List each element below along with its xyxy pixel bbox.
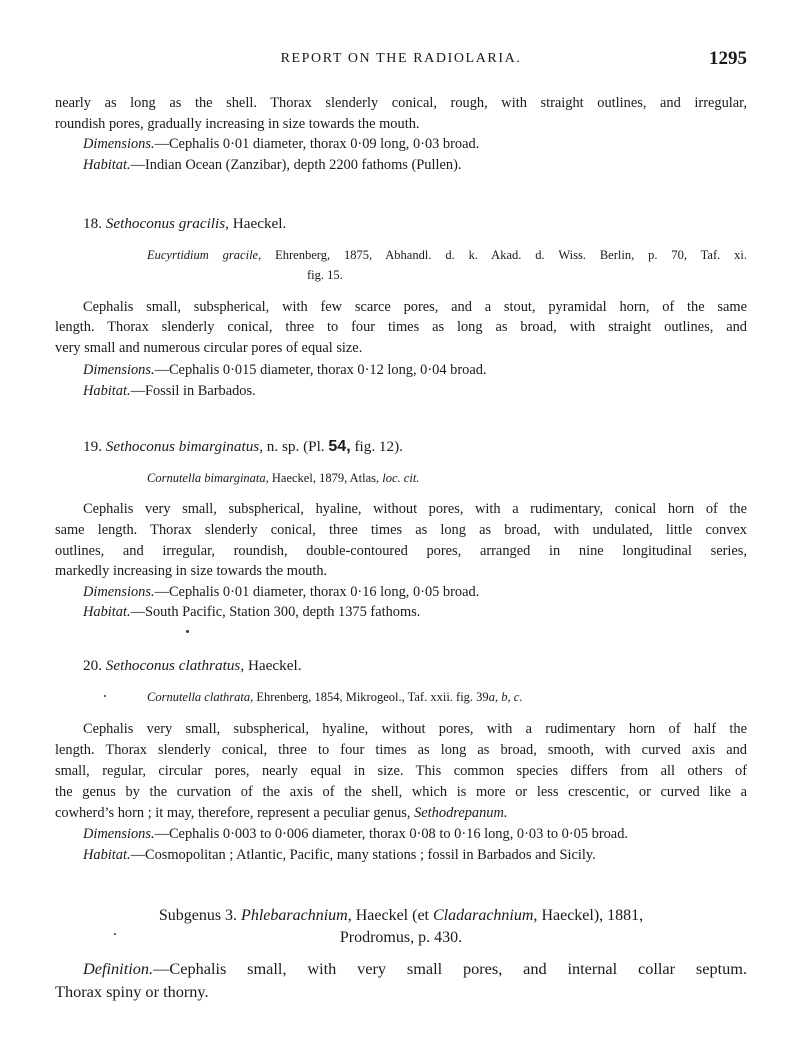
body-line: roundish pores, gradually increasing in size towards the mouth. — [55, 116, 420, 132]
synonym-loc: loc. cit. — [382, 471, 420, 485]
genus-name: Sethodrepanum. — [414, 805, 508, 821]
synonym-line — [147, 245, 747, 265]
synonym-name: Cornutella bimarginata, — [147, 471, 269, 485]
synonym-line — [147, 468, 747, 488]
synonym-name: Cornutella clathrata, — [147, 690, 254, 704]
page-number: 1295 — [709, 48, 747, 69]
dimensions-text: —Cephalis 0·015 diameter, thorax 0·12 long, 0·04 broad. — [154, 362, 487, 378]
dimensions-line — [83, 134, 747, 154]
species-author: n. sp. (Pl. — [263, 438, 329, 455]
habitat-label: Habitat. — [83, 383, 131, 399]
synonym-fig-c: c — [513, 690, 520, 704]
subgenus-name: Phlebarachnium, — [241, 907, 352, 924]
dimensions-text: —Cephalis 0·01 diameter, thorax 0·16 long, 0·05 broad. — [154, 584, 480, 600]
dimensions-label: Dimensions. — [83, 826, 155, 842]
dimensions-label: Dimensions. — [83, 584, 155, 600]
species-number: 20. — [83, 657, 102, 674]
body-line: length. Thorax slenderly conical, three to four times as long as broad, with straight outlines, and — [55, 319, 747, 335]
species-name: Sethoconus clathratus, — [105, 657, 245, 674]
species-heading-20 — [83, 656, 775, 676]
print-speck — [104, 695, 106, 697]
synonym-line: fig. 15. — [307, 268, 343, 282]
synonym-fig-a: a — [488, 690, 495, 704]
subgenus-heading — [55, 906, 747, 926]
page-header — [55, 48, 747, 72]
body-line: same length. Thorax slenderly conical, three times as long as broad, with undulated, little convex — [55, 522, 747, 538]
definition-line: Thorax spiny or thorny. — [55, 982, 209, 1001]
body-line: nearly as long as the shell. Thorax slenderly conical, rough, with straight outlines, and irregular, — [55, 95, 747, 111]
habitat-line — [83, 381, 747, 401]
species-heading-19 — [83, 437, 775, 457]
body-line: very small and numerous circular pores of equal size. — [55, 340, 363, 356]
habitat-label: Habitat. — [83, 847, 131, 863]
habitat-text: —South Pacific, Station 300, depth 1375 fathoms. — [130, 604, 421, 620]
habitat-line — [83, 845, 747, 865]
body-line: Cephalis small, subspherical, with few scarce pores, and a stout, pyramidal horn, of the same — [83, 299, 747, 315]
body-text: cowherd’s horn ; it may, therefore, represent a peculiar genus, — [55, 805, 415, 821]
synonym-name: Eucyrtidium gracile, — [147, 248, 262, 262]
species-number: 18. — [83, 215, 102, 232]
synonym-text: Ehrenberg, 1854, Mikrogeol., Taf. xxii. fig. 39 — [253, 690, 489, 704]
species-name: Sethoconus bimarginatus, — [105, 438, 263, 455]
dimensions-line — [83, 824, 747, 844]
synonym-line: Cornutella clathrata, Ehrenberg, 1854, Mikrogeol., Taf. xxii. fig. 39a, b, c. — [147, 690, 523, 704]
subgenus-reference: Prodromus, p. 430. — [339, 929, 463, 946]
subgenus-post: Haeckel), 1881, — [537, 907, 644, 924]
figure-ref: fig. 12). — [350, 438, 403, 455]
synonym-text: Haeckel, 1879, Atlas, — [268, 471, 383, 485]
print-speck — [186, 630, 189, 633]
species-name: Sethoconus gracilis, — [105, 215, 229, 232]
body-line: markedly increasing in size towards the mouth. — [55, 563, 328, 579]
habitat-label: Habitat. — [83, 157, 131, 173]
habitat-text: —Cosmopolitan ; Atlantic, Pacific, many stations ; fossil in Barbados and Sicily. — [130, 847, 596, 863]
body-line: outlines, and irregular, roundish, double-contoured pores, arranged in nine longitudinal series, — [55, 543, 747, 559]
subgenus-prefix: Subgenus 3. — [158, 907, 242, 924]
habitat-line — [83, 602, 747, 622]
species-author: Haeckel. — [228, 215, 287, 232]
definition-label: Definition. — [83, 959, 154, 978]
dimensions-text: —Cephalis 0·01 diameter, thorax 0·09 long, 0·03 broad. — [154, 136, 480, 152]
print-speck — [114, 933, 116, 935]
body-line: small, regular, circular pores, nearly equal in size. This common species differs from all others of — [55, 763, 747, 779]
dimensions-line — [83, 360, 747, 380]
subgenus-alt-name: Cladarachnium, — [432, 907, 538, 924]
dimensions-text: —Cephalis 0·003 to 0·006 diameter, thorax 0·08 to 0·16 long, 0·03 to 0·05 broad. — [154, 826, 628, 842]
body-line: Cephalis very small, subspherical, hyaline, without pores, with a rudimentary, conical horn of the — [83, 501, 747, 517]
habitat-text: —Indian Ocean (Zanzibar), depth 2200 fathoms (Pullen). — [130, 157, 462, 173]
definition-text: —Cephalis small, with very small pores, and internal collar septum. — [153, 959, 747, 978]
habitat-line — [83, 155, 747, 175]
body-line: the genus by the curvation of the axis of the shell, which is more or less crescentic, or curved like a — [55, 784, 747, 800]
synonym-text: Ehrenberg, 1875, Abhandl. d. k. Akad. d. Wiss. Berlin, p. 70, Taf. xi. — [261, 248, 747, 262]
body-line — [55, 803, 747, 823]
species-author: Haeckel. — [244, 657, 302, 674]
dimensions-label: Dimensions. — [83, 136, 155, 152]
dimensions-line — [83, 582, 747, 602]
habitat-text: —Fossil in Barbados. — [130, 383, 256, 399]
definition-line — [83, 958, 747, 980]
running-title: REPORT ON THE RADIOLARIA. — [280, 51, 522, 66]
species-number: 19. — [83, 438, 102, 455]
body-line: Cephalis very small, subspherical, hyaline, without pores, with a rudimentary horn of half the — [83, 721, 747, 737]
synonym-fig-b: b — [501, 690, 508, 704]
body-line: length. Thorax slenderly conical, three to four times as long as broad, smooth, with curved axis and — [55, 742, 747, 758]
habitat-label: Habitat. — [83, 604, 131, 620]
plate-number: 54, — [328, 438, 351, 455]
dimensions-label: Dimensions. — [83, 362, 155, 378]
subgenus-mid: Haeckel (et — [351, 907, 433, 924]
species-heading-18 — [83, 214, 775, 234]
